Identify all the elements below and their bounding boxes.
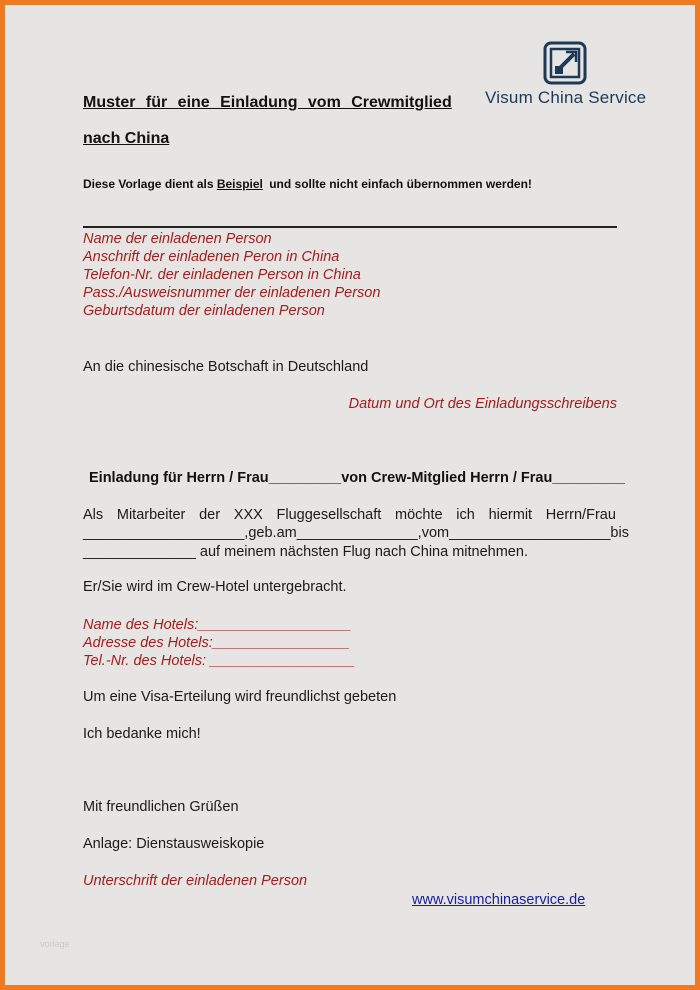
word: ich: [456, 507, 475, 523]
word: bis: [610, 525, 629, 542]
closing-greeting: Mit freundlichen Grüßen: [83, 799, 239, 815]
document-title-line2: nach China: [83, 130, 170, 147]
brand-logo: [542, 40, 588, 86]
recipient-address: An die chinesische Botschaft in Deutschland: [83, 359, 369, 375]
sender-passport-field: Pass./Ausweisnummer der einladenen Person: [83, 285, 381, 301]
sender-name-field: Name der einladenen Person: [83, 231, 272, 247]
disclaimer-after: und sollte nicht einfach übernommen werden!: [269, 177, 532, 191]
visa-request: Um eine Visa-Erteilung wird freundlichst gebeten: [83, 689, 397, 705]
sender-phone-field: Telefon-Nr. der einladenen Person in China: [83, 267, 361, 283]
sender-fields: [83, 230, 380, 320]
hotel-phone-field: Tel.-Nr. des Hotels: __________________: [83, 653, 356, 669]
word: Mitarbeiter: [116, 507, 186, 523]
letter-subject: Einladung für Herrn / Frau_________von Crew-Mitglied Herrn / Frau_________: [89, 470, 625, 486]
visa-stamp-icon: [542, 40, 588, 86]
word: ____________________: [449, 525, 611, 542]
disclaimer-emphasis: Beispiel: [216, 177, 263, 191]
document-title-line1: Muster für eine Einladung vom Crewmitglied: [83, 94, 452, 111]
thanks-line: Ich bedanke mich!: [83, 726, 201, 742]
attachment-note: Anlage: Dienstausweiskopie: [83, 836, 265, 852]
template-disclaimer: [83, 177, 532, 191]
word: Fluggesellschaft: [276, 507, 382, 523]
word: hiermit: [488, 507, 533, 523]
brand-name: Visum China Service: [485, 88, 647, 107]
hotel-address-field: Adresse des Hotels:_________________: [83, 635, 350, 651]
sender-birthdate-field: Geburtsdatum der einladenen Person: [83, 303, 325, 319]
word: Herrn/Frau: [545, 507, 616, 523]
document-page: [5, 5, 695, 985]
word: vom: [421, 525, 450, 542]
paragraph-line-1: [83, 506, 616, 524]
word: am: [276, 525, 297, 542]
footer-watermark: vorlage: [40, 939, 70, 949]
word: Als: [83, 507, 104, 523]
word: möchte: [395, 507, 443, 523]
hotel-name-field: Name des Hotels:___________________: [83, 617, 352, 633]
sender-address-field: Anschrift der einladenen Peron in China: [83, 249, 340, 265]
word: der: [199, 507, 221, 523]
hotel-fields: [83, 616, 355, 670]
word: XXX: [233, 507, 263, 523]
date-place-field: Datum und Ort des Einladungsschreibens: [348, 396, 617, 412]
paragraph-line-2: [83, 524, 629, 542]
paragraph-line-3: ______________ auf meinem nächsten Flug nach China mitnehmen.: [83, 543, 528, 560]
disclaimer-before: Diese Vorlage dient als: [83, 177, 214, 191]
word: geb.: [248, 525, 277, 542]
invitation-paragraph: [83, 506, 629, 561]
header-divider: [83, 226, 617, 228]
hotel-intro: Er/Sie wird im Crew-Hotel untergebracht.: [83, 579, 347, 595]
signature-field: Unterschrift der einladenen Person: [83, 873, 308, 889]
word: _______________,: [296, 525, 422, 542]
website-link[interactable]: www.visumchinaservice.de: [412, 892, 586, 908]
word: ____________________,: [83, 525, 249, 542]
